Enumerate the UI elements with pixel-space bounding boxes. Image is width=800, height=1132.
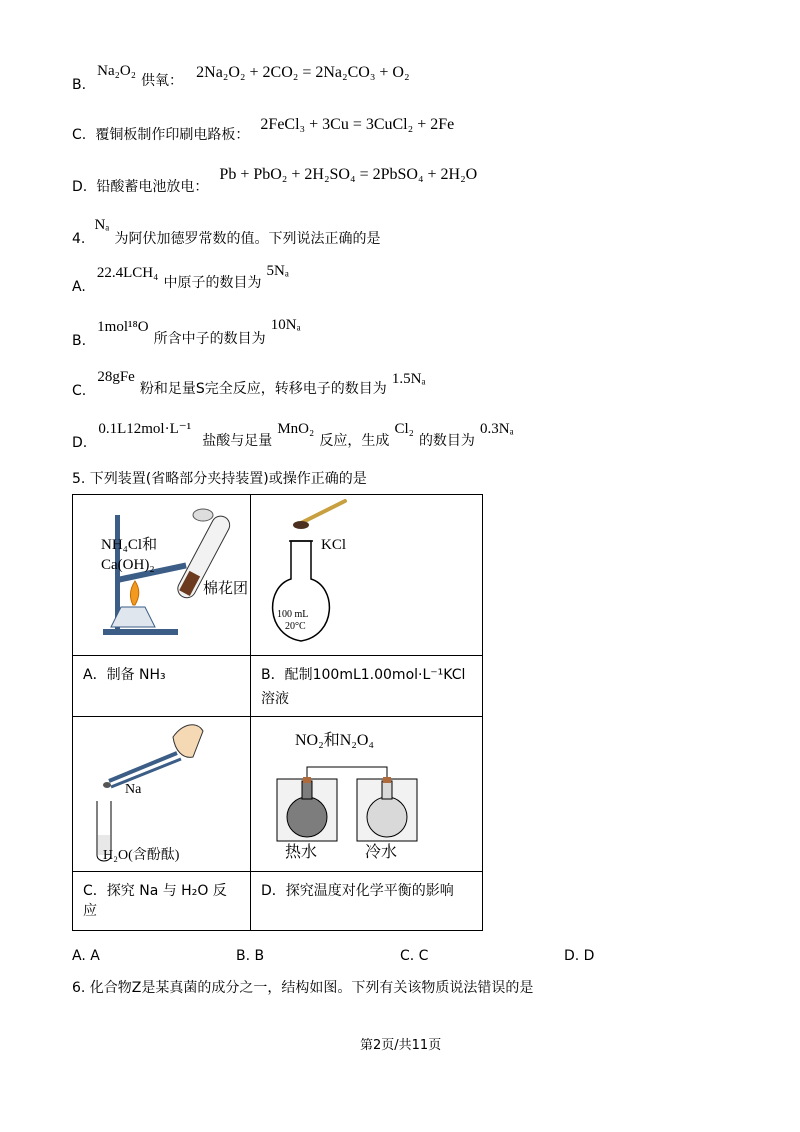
option-letter: A. (72, 279, 86, 295)
cell-c-figure (73, 717, 251, 872)
option-text: 供氧： (141, 73, 184, 89)
formula: 1mol¹⁸O (97, 319, 149, 335)
caption-text: A．制备 NH₃ (83, 667, 166, 683)
question-number: 4. (72, 231, 86, 247)
option-text: 粉和足量S完全反应，转移电子的数目为 (139, 381, 387, 397)
option-text: 覆铜板制作印刷电路板： (95, 127, 250, 143)
equilibrium-figure (251, 717, 482, 867)
option-text: 铅酸蓄电池放电： (96, 179, 209, 195)
flask-temp-label: 20°C (285, 621, 306, 632)
q4-option-d (72, 418, 514, 451)
answer-d: D. D (564, 948, 595, 964)
formula: 0.1L12mol·L⁻¹ (98, 421, 192, 437)
reagent-label: Ca(OH)₂ (101, 557, 155, 573)
reagent-label: KCl (321, 537, 347, 553)
option-letter: B. (72, 77, 87, 93)
cell-a-caption (73, 656, 251, 717)
formula: 28gFe (97, 369, 135, 385)
option-text: 盐酸与足量 (202, 433, 273, 449)
equation: 2Na₂O₂ + 2CO₂ = 2Na₂CO₃ + O₂ (196, 64, 410, 81)
answer-b: B. B (236, 948, 265, 964)
option-text: 的数目为 (418, 433, 475, 449)
cell-b-figure (251, 495, 483, 656)
water-label: 热水 (285, 844, 318, 861)
q4-option-c (72, 366, 426, 399)
q6-stem: 6. 化合物Z是某真菌的成分之一，结构如图。下列有关该物质说法错误的是 (72, 980, 534, 996)
cell-d-figure (251, 717, 483, 872)
formula: Nₐ (94, 217, 110, 233)
cell-a-figure (73, 495, 251, 656)
caption-text: 溶液 (261, 691, 289, 707)
option-text: 所含中子的数目为 (153, 331, 266, 347)
formula: Cl₂ (394, 421, 414, 437)
formula: MnO₂ (277, 421, 315, 437)
page-footer: 第2页/共11页 (360, 1038, 442, 1053)
volumetric-flask-figure (251, 495, 482, 651)
q4-stem (72, 214, 381, 247)
ammonia-apparatus-figure (73, 495, 250, 651)
reagent-label: Na (125, 782, 142, 797)
q4-option-a (72, 262, 289, 295)
reagent-label: H₂O(含酚酞) (103, 848, 180, 863)
apparatus-table (72, 494, 483, 931)
option-text: 反应，生成 (319, 433, 390, 449)
formula: 1.5Nₐ (391, 371, 426, 387)
q3-option-c (72, 114, 455, 143)
option-letter: D. (72, 179, 88, 195)
gas-label: NO₂和N₂O₄ (295, 732, 374, 749)
sodium-water-figure (73, 717, 250, 867)
q3-option-b (72, 62, 410, 93)
cell-d-caption (251, 872, 483, 931)
formula: 10Nₐ (270, 317, 301, 333)
option-text: 中原子的数目为 (163, 275, 262, 291)
cotton-label: 棉花团 (203, 581, 249, 597)
q4-option-b (72, 316, 301, 349)
formula: 22.4LCH₄ (96, 265, 159, 281)
cell-c-caption (73, 872, 251, 931)
formula: 0.3Nₐ (480, 421, 514, 437)
stem-text: 为阿伏加德罗常数的值。下列说法正确的是 (114, 231, 381, 247)
reagent-label: NH₄Cl和 (101, 537, 158, 553)
answer-c: C. C (400, 948, 429, 964)
equation: Pb + PbO₂ + 2H₂SO₄ = 2PbSO₄ + 2H₂O (219, 166, 478, 183)
formula: Na₂O₂ (97, 63, 136, 79)
caption-text: B．配制100mL1.00mol·L⁻¹KCl (261, 667, 466, 683)
water-label: 冷水 (365, 844, 398, 861)
option-letter: D. (72, 435, 88, 451)
q5-stem: 5. 下列装置(省略部分夹持装置)或操作正确的是 (72, 471, 367, 487)
caption-text: D．探究温度对化学平衡的影响 (261, 883, 454, 899)
option-letter: C. (72, 383, 87, 399)
flask-volume-label: 100 mL (277, 609, 309, 620)
equation: 2FeCl₃ + 3Cu = 3CuCl₂ + 2Fe (260, 116, 455, 133)
option-letter: C. (72, 127, 87, 143)
caption-text: C．探究 Na 与 H₂O 反应 (83, 883, 227, 919)
formula: 5Nₐ (266, 263, 289, 279)
q3-option-d (72, 164, 478, 195)
answer-a: A. A (72, 948, 100, 964)
option-letter: B. (72, 333, 87, 349)
cell-b-caption (251, 656, 483, 717)
